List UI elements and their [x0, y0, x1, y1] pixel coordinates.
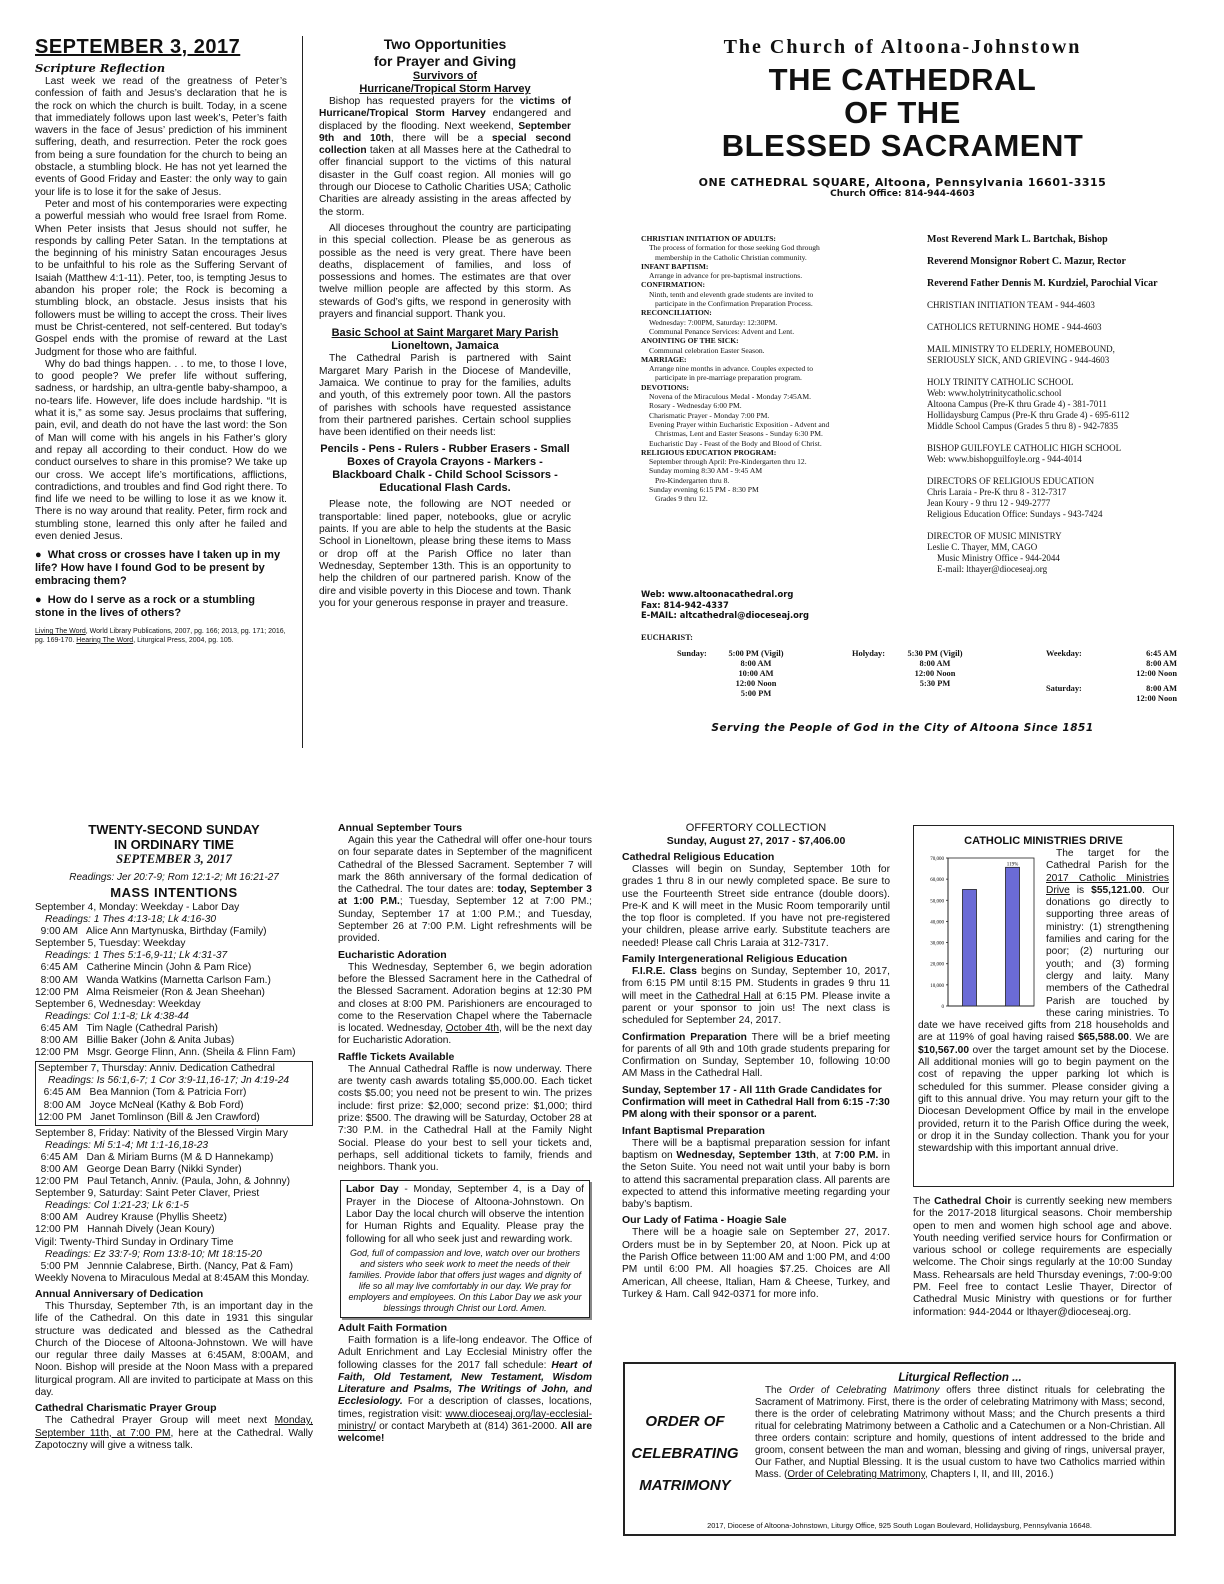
adult-faith-body: Faith formation is a life-long endeavor. The Office of Adult Enrichment and Lay Ecclesial Ministry offer the following classes for the 2017 fall schedule: Heart of Faith, Old Testament, New Testament, Wisdom Literature and Psalms, The Writings of John, and Ecclesiology. For a description of classes, locations, times, registration visit: www.dioceseaj.org/lay-ecclesial-ministry/ or contact Marybeth at (814) 361-2000. All are welcome!: [338, 1334, 592, 1445]
directory-line: DEVOTIONS:: [641, 382, 689, 392]
staff-line: Leslie C. Thayer, MM, CAGO: [927, 542, 1038, 552]
prayer-giving-column: [319, 36, 571, 756]
staff-line: DIRECTORS OF RELIGIOUS EDUCATION: [927, 476, 1095, 486]
mass-line: 9:00 AM Alice Ann Martynuska, Birthday (Family): [35, 926, 267, 938]
choir-column: [913, 1196, 1172, 1356]
chart-bar: [963, 889, 977, 1006]
mass-line: September 4, Monday: Weekday - Labor Day: [35, 902, 240, 913]
directory-line: membership in the Catholic Christian community.: [655, 252, 807, 262]
mass-line: 6:45 AM Bea Mannion (Tom & Patricia Forr): [38, 1087, 247, 1099]
directory-line: Charismatic Prayer - Monday 7:00 PM.: [649, 410, 770, 420]
mass-line: 12:00 PM Msgr. George Flinn, Ann. (Sheila & Flinn Fam): [35, 1047, 296, 1059]
staff-line: Altoona Campus (Pre-K thru Grade 4) - 381-7011: [927, 399, 1107, 409]
liturgical-text: [755, 1372, 1165, 1481]
staff-directory: [927, 234, 1187, 634]
staff-line: HOLY TRINITY CATHOLIC SCHOOL: [927, 377, 1074, 387]
ministries-drive-box: [913, 825, 1174, 1187]
directory-line: CHRISTIAN INITIATION OF ADULTS:: [641, 234, 776, 243]
confirmation-body: Confirmation Preparation There will be a brief meeting for parents of all 9th and 10th grade students preparing for Confirmation on Sunday, September 10, following 10:00 AM Mass in the Cathedral Hall.: [622, 1031, 890, 1080]
website-link[interactable]: Web: www.altoonacathedral.org: [641, 589, 794, 599]
contact-block: [641, 589, 921, 629]
staff-line: BISHOP GUILFOYLE CATHOLIC HIGH SCHOOL: [927, 443, 1122, 453]
staff-line: Most Reverend Mark L. Bartchak, Bishop: [927, 234, 1108, 245]
mass-line: Readings: Col 1:21-23; Lk 6:1-5: [45, 1200, 189, 1212]
fire-body: F.I.R.E. Class begins on Sunday, September 10, 2017, from 6:15 PM until 8:15 PM. Students in grades 9 thru 11 will meet in the Cathedral Hall at 6:15 PM. Please invite a parent or your sponsor to join us! The next class is scheduled for September 24, 2017.: [622, 966, 890, 1027]
anniversary-heading: Annual Anniversary of Dedication: [35, 1287, 204, 1300]
mass-time: 5:00 PM (Vigil): [728, 649, 784, 658]
holyday-label: Holyday:: [852, 649, 886, 658]
mass-line: Readings: 1 Thes 4:13-18; Lk 4:16-30: [45, 914, 217, 926]
staff-line: Reverend Monsignor Robert C. Mazur, Rector: [927, 256, 1126, 267]
staff-line: Reverend Father Dennis M. Kurdziel, Parochial Vicar: [927, 278, 1158, 289]
chart-tick-label: 70,000: [930, 857, 944, 862]
staff-line: [927, 366, 1187, 377]
hoagie-heading: Our Lady of Fatima - Hoagie Sale: [622, 1214, 787, 1227]
holyday-times: [895, 649, 975, 689]
staff-line: MAIL MINISTRY TO ELDERLY, HOMEBOUND,: [927, 344, 1115, 354]
mass-line: 12:00 PM Janet Tomlinson (Bill & Jen Crawford): [38, 1111, 260, 1123]
directory-line: CONFIRMATION:: [641, 280, 705, 290]
mass-time: 8:00 AM: [740, 658, 772, 668]
mass-time: 8:00 AM: [1146, 658, 1177, 668]
mass-line: September 9, Saturday: Saint Peter Claver, Priest: [35, 1188, 260, 1200]
email-link[interactable]: E-MAIL: altcathedral@dioceseaj.org: [641, 610, 810, 620]
mass-line: Readings: Ez 33:7-9; Rom 13:8-10; Mt 18:15-20: [45, 1248, 262, 1260]
liturgical-body: The Order of Celebrating Matrimony offers three distinct rituals for celebrating the Sacrament of Matrimony. First, there is the order of celebrating Matrimony with Mass; second, there is the order of celebrating Matrimony without Mass; and the Church presents a third ritual for celebrating Matrimony between a Catholic and a Catechumen or a Non-Christian. All three orders contain: scripture and homily, questions of intent addressed to the bride and groom, consent between the man and woman, blessing and giving of rings, universal prayer, Our Father, and Nuptial Blessing. It is the usual custom to have two Catholics married within Mass. (Order of Celebrating Matrimony, Chapters I, II, and III, 2016.): [755, 1385, 1165, 1480]
directory-line: Grades 9 thru 12.: [655, 494, 708, 504]
masthead: [620, 36, 1185, 216]
harvey-subheading: Survivors of: [412, 70, 478, 82]
directory-line: Christmas, Lent and Easter Seasons - Sunday 6:30 PM.: [655, 429, 823, 439]
staff-line: CHRISTIAN INITIATION TEAM - 944-4603: [927, 300, 1095, 310]
chart-tick-label: 20,000: [930, 962, 944, 968]
directory-line: participate in the Confirmation Preparation Process.: [655, 299, 813, 309]
mass-intentions-heading: MASS INTENTIONS: [110, 885, 238, 900]
staff-line: Music Ministry Office - 944-2044: [937, 553, 1060, 563]
chart-data-label: 119%: [1006, 862, 1019, 868]
eucharist-schedule: [641, 633, 1186, 713]
mass-time: 8:00 AM: [919, 658, 951, 668]
reflection-paragraph: Peter and most of his contemporaries were expecting a powerful messiah who would free Israel from Rome. When Peter insists that Jesus should not suffer, he responds by calling Peter Satan. In the temptations at the beginning of his ministry Satan encourages Jesus to be unfaithful to his role as the Suffering Servant of Isaiah (Matthew 4:1-11). Peter, too, is tempting Jesus to abandon his proper role; the Rock is becoming a stumbling block, an obstacle. Jesus insists that his followers must be willing to accept the cross. Their lives must be Christ-centered, not self-centered. But today’s Gospel ends with the promise of reward at the Last Judgment for those who are faithful.: [35, 198, 287, 358]
infant-baptism-body: There will be a baptismal preparation session for infant baptism on Wednesday, September 13th, at 7:00 P.M. in the Seton Suite. You need not wait until your baby is born to attend this sacramental preparation class. All parents are expected to attend this informative meeting regarding your baby’s baptism.: [622, 1137, 890, 1211]
staff-line: [927, 267, 1187, 278]
infant-baptism-heading: Infant Baptismal Preparation: [622, 1124, 765, 1137]
chart-tick-label: 60,000: [930, 878, 944, 884]
school-body-2: Please note, the following are NOT needed or transportable: lined paper, notebooks, glue or acrylic paints. If you are able to help the students at the Basic School in Lioneltown, please bring these items to Mass or drop off at the Parish Office no later than Wednesday, September 13th. This is an opportunity to help the children of our partnered parish. Know of the dire and visible poverty in this Diocese and town. Thank you for your generous response in prayer and treasure.: [319, 499, 571, 609]
raffle-body: The Annual Cathedral Raffle is now underway. There are twenty cash awards totaling $5,000.00. Each ticket costs $5.00; you need not be present to win. The prizes include: first prize: $2,000; second prize: $1,000; third prize: $500. The drawing will be Saturday, October 28 at 7:30 P.M. in the Cathedral Hall at the Family Night Social. Please do your best to sell your tickets and, perhaps, sell additional tickets to family, friends and neighbors. Thank you.: [338, 1063, 592, 1174]
staff-line: Middle School Campus (Grades 5 thru 8) - 942-7835: [927, 421, 1118, 431]
prayer-group-heading: Cathedral Charismatic Prayer Group: [35, 1402, 217, 1415]
liturgical-heading: Liturgical Reflection ...: [898, 1372, 1022, 1384]
mass-line: 12:00 PM Hannah Dively (Jean Koury): [35, 1224, 215, 1236]
staff-line: E-mail: lthayer@dioceseaj.org: [937, 564, 1048, 574]
saturday-label: Saturday:: [1046, 684, 1082, 693]
staff-line: [927, 311, 1187, 322]
directory-line: RELIGIOUS EDUCATION PROGRAM:: [641, 447, 777, 457]
fax-number: Fax: 814-942-4337: [641, 599, 729, 610]
mass-line: Readings: Col 1:1-8; Lk 4:38-44: [45, 1010, 189, 1022]
cathedral-title: THE CATHEDRAL OF THE BLESSED SACRAMENT: [721, 62, 1084, 163]
mass-line: September 6, Wednesday: Weekday: [35, 998, 201, 1010]
mass-time: 5:30 PM (Vigil): [907, 649, 963, 658]
directory-line: Ninth, tenth and eleventh grade students are invited to: [649, 289, 814, 299]
directory-line: The process of formation for those seeking God through: [649, 243, 820, 253]
ministries-bar-chart: [914, 848, 1042, 1014]
adult-faith-heading: Adult Faith Formation: [338, 1321, 448, 1334]
weekday-label: Weekday:: [1046, 649, 1082, 658]
mass-line: 12:00 PM Alma Reismeier (Ron & Jean Sheehan): [35, 986, 265, 998]
reflection-question: ● What cross or crosses have I taken up in my life? How have I found God to be present by embracing them?: [35, 549, 281, 588]
mass-line: 8:00 AM Wanda Watkins (Marnetta Carlson Fam.): [35, 974, 271, 986]
mass-line: Weekly Novena to Miraculous Medal at 8:45AM this Monday.: [35, 1272, 310, 1284]
ministries-chart: [914, 848, 1042, 1014]
staff-line: Web: www.bishopguilfoyle.org - 944-4014: [927, 454, 1082, 464]
mass-list-anniversary: [35, 1061, 313, 1125]
offertory-column: [622, 822, 890, 1352]
address-line: ONE CATHEDRAL SQUARE, Altoona, Pennsylvania 16601-3315: [698, 176, 1107, 189]
adoration-heading: Eucharistic Adoration: [338, 948, 447, 961]
staff-line: CATHOLICS RETURNING HOME - 944-4603: [927, 322, 1102, 332]
directory-line: participate in pre-marriage preparation program.: [655, 373, 802, 383]
directory-line: Arrange in advance for pre-baptismal instructions.: [649, 271, 803, 281]
staff-line: [927, 432, 1187, 443]
date-title: SEPTEMBER 3, 2017: [35, 36, 241, 58]
mass-time: 6:45 AM: [1146, 649, 1177, 658]
reflection-body: [35, 76, 287, 543]
mass-time: 12:00 Noon: [914, 668, 956, 678]
mass-line: September 7, Thursday: Anniv. Dedication Cathedral: [38, 1063, 275, 1075]
staff-line: [927, 245, 1187, 256]
directory-line: Sunday morning 8:30 AM - 9:45 AM: [649, 466, 763, 476]
church-office-line: Church Office: 814-944-4603: [830, 189, 975, 199]
mass-line: September 5, Tuesday: Weekday: [35, 938, 186, 950]
sunday-times: [721, 649, 791, 699]
mass-time: 5:00 PM: [740, 688, 772, 698]
directory-line: Communal Penance Services: Advent and Lent.: [649, 326, 795, 336]
labor-day-box: Labor Day - Monday, September 4, is a Day of Prayer in the Diocese of Altoona-Johnstown. On Labor Day the local church will observe the intention for Human Rights and Equality. Please pray the following for all who seek just and rewarding work. God, full of compassion and love, watch over our brothers and sisters who seek work to meet the needs of their families. Provide labor that offers just wages and dignity of life so all may live comfortably in our day. We pray for employers and employees. On this Labor Day we ask your blessings through Christ our Lord. Amen.: [340, 1180, 590, 1317]
directory-line: Communal celebration Easter Season.: [649, 345, 765, 355]
mass-line: 5:00 PM Jennnie Calabrese, Birth. (Nancy, Pat & Fam): [35, 1260, 293, 1272]
ecclesial-ministry-link[interactable]: www.dioceseaj.org/lay-ecclesial-ministry/: [338, 1408, 592, 1432]
mass-line: 8:00 AM Audrey Krause (Phyllis Sheetz): [35, 1212, 227, 1224]
prayer-giving-title-2: for Prayer and Giving: [373, 53, 517, 69]
directory-line: Sunday evening 6:15 PM - 8:30 PM: [649, 485, 759, 495]
mass-line: Readings: Is 56:1,6-7; 1 Cor 3:9-11,16-17; Jn 4:19-24: [48, 1075, 290, 1087]
mass-line: 6:45 AM Tim Nagle (Cathedral Parish): [35, 1022, 218, 1034]
directory-line: ANOINTING OF THE SICK:: [641, 336, 739, 346]
mass-time: 12:00 Noon: [735, 678, 777, 688]
raffle-heading: Raffle Tickets Available: [338, 1050, 455, 1063]
reflection-paragraph: Why do bad things happen. . . to me, to those I love, to good people? We prefer life without suffering, sadness, or hardship, an ultra-gentle baby-shampoo, a no-tears life. However, life does include hardship. “It is what it is,” as some say. Jesus proclaims that suffering, pain, evil, and death do not have the last word: the Son of Man will come with his angels in his Father’s glory and repay all according to their conduct. How do we conduct ourselves to share in this promise? We take up our cross. We accept life’s mortifications, afflictions, contradictions, and troubles and find God right there. To find life we need to be willing to lose it as we know it. There is no way around that reality. Peter, firm rock and stumbling stone, learned this only after he failed and even denied Jesus.: [35, 358, 287, 542]
fire-heading: Family Intergenerational Religious Education: [622, 953, 848, 966]
directory-line: Arrange nine months in advance. Couples expected to: [649, 364, 814, 374]
staff-line: Religious Education Office: Sundays - 943-7424: [927, 509, 1103, 519]
school-subheading: Lioneltown, Jamaica: [391, 340, 499, 353]
sunday-title: TWENTY-SECOND SUNDAY IN ORDINARY TIME: [88, 822, 260, 852]
mass-time: 10:00 AM: [738, 668, 774, 678]
sunday-label: Sunday:: [677, 649, 707, 658]
staff-line: Chris Laraia - Pre-K thru 8 - 312-7317: [927, 487, 1067, 497]
tours-heading: Annual September Tours: [338, 822, 463, 834]
chart-tick-label: 30,000: [930, 941, 944, 947]
religious-ed-body: Classes will begin on Sunday, September 10th for grades 1 thru 8 in our newly completed space. Be sure to use the Fourteenth Street side entrance (double doors). Pre-K and K will meet in the Music Room temporarily until the top floor is completed. If you have not pre-registered your children, please arrive early. Substitute teachers are needed! Please call Chris Laraia at 312-7317.: [622, 864, 890, 949]
mass-time: 12:00 Noon: [1136, 693, 1177, 703]
staff-line: [927, 333, 1187, 344]
directory-line: September through April: Pre-Kindergarten thru 12.: [649, 457, 807, 467]
prayer-group-body: The Cathedral Prayer Group will meet next Monday, September 11th, at 7:00 PM, here at the Cathedral. Wally Zapotoczny will give a witness talk.: [35, 1415, 313, 1451]
offertory-heading: OFFERTORY COLLECTION: [685, 822, 827, 834]
hoagie-body: There will be a hoagie sale on September 27, 2017. Orders must be in by September 20, at Noon. Pick up at the Parish Office between 11:00 AM and 1:00 PM, and 4:00 PM until 6:00 PM. All hoagies $7.25. Choices are All American, All cheese, Italian, Ham & Cheese, Turkey, and Turkey & Ham. Call 942-0371 for more info.: [622, 1227, 890, 1300]
tours-body: Again this year the Cathedral will offer one-hour tours on four separate dates in September of the magnificent Cathedral of the Blessed Sacrament. September 7 will mark the 86th anniversary of the formal dedication of the Cathedral. The tour dates are: today, September 3 at 1:00 P.M.; Tuesday, September 12 at 7:00 PM.; Sunday, September 17 at 1:00 P.M.; and Tuesday, September 26 at 7:00 P.M. Light refreshments will be provided.: [338, 835, 592, 945]
staff-line: SERIOUSLY SICK, AND GRIEVING - 944-4603: [927, 355, 1110, 365]
ministries-body: The target for the Cathedral Parish for the 2017 Catholic Ministries Drive is $55,121.00. Our donations go directly to supporting three areas of ministry: (1) strengthening families and caring for the poor; (2) nurturing our youth; and (3) forming clergy and laity. Many members of the Cathedral Parish are touched by these caring ministries. To date we have received gifts from 218 households and are at 119% of goal having raised $65,588.00. We are $10,567.00 over the target amount set by the Diocese. All additional monies will go to begin payment on the cost of repaving the upper parking lot which is scheduled for this summer. Please consider giving a gift to this annual drive. You may return your gift to the Diocesan Development Office by mail in the envelope provided, return it to the Parish Office during the week, or drop it in the Sunday collection. Thank you for your stewardship with this important annual drive.: [918, 848, 1170, 1155]
reflection-paragraph: Last week we read of the greatness of Peter’s confession of faith and Jesus’s declaration that he is the rock on which the church is built. Today, in a scene that immediately follows upon last week’s, Peter’s faith wavers in the face of Jesus’ prediction of his imminent suffering, death, and resurrection. Peter the rock goes from being a sure foundation for the church to being an obstacle, a stumbling block. He has not yet learned the events of Good Friday and Easter: the only way to gain your life is to lose it for the sake of Jesus.: [35, 76, 287, 198]
school-body: The Cathedral Parish is partnered with Saint Margaret Mary Parish in the Diocese of Mandeville, Jamaica. We continue to pray for the families, adults and youth, of this extremely poor town. All the pastors of parishes with schools have requested assistance from their partnered parishes. Certain school supplies have been identified on their needs list:: [319, 353, 571, 439]
mass-line: 12:00 PM Paul Tetanch, Anniv. (Paula, John, & Johnny): [35, 1176, 291, 1188]
mass-line: 6:45 AM Catherine Mincin (John & Pam Rice): [35, 962, 252, 974]
directory-line: Rosary - Wednesday 6:00 PM.: [649, 401, 742, 411]
mass-line: 6:45 AM Dan & Miriam Burns (M & D Hannekamp): [35, 1151, 274, 1163]
chart-tick-label: 10,000: [930, 983, 944, 989]
staff-line: Jean Koury - 9 thru 12 - 949-2777: [927, 498, 1051, 508]
harvey-subheading-2: Hurricane/Tropical Storm Harvey: [359, 83, 531, 95]
directory-line: Pre-Kindergarten thru 8.: [655, 475, 730, 485]
church-name: The Church of Altoona-Johnstown: [723, 36, 1082, 58]
directory-line: MARRIAGE:: [641, 354, 687, 364]
mass-list: [35, 902, 313, 1059]
mass-line: Readings: 1 Thes 5:1-6,9-11; Lk 4:31-37: [45, 950, 228, 962]
mass-time: 5:30 PM: [919, 678, 951, 688]
mass-line: Vigil: Twenty-Third Sunday in Ordinary Time: [35, 1236, 234, 1248]
staff-line: [927, 520, 1187, 531]
mass-line: 8:00 AM Billie Baker (John & Anita Jubas): [35, 1035, 235, 1047]
offertory-amount: Sunday, August 27, 2017 - $7,406.00: [666, 835, 846, 847]
staff-line: [927, 465, 1187, 476]
supplies-list: Pencils - Pens - Rulers - Rubber Erasers - Small Boxes of Crayola Crayons - Markers - Blackboard Chalk - Child School Scissors - Educational Flash Cards.: [320, 443, 570, 495]
mass-time: 12:00 Noon: [1136, 668, 1177, 678]
mass-list: [35, 1128, 313, 1285]
mass-line: Readings: Mi 5:1-4; Mt 1:1-16,18-23: [45, 1139, 209, 1151]
chart-tick-label: 0: [941, 1005, 944, 1010]
harvey-body: Bishop has requested prayers for the victims of Hurricane/Tropical Storm Harvey endangered and displaced by the flooding. Next weekend, September 9th and 10th, there will be a special second collection taken at all Masses here at the Cathedral to offer financial support to the victims of this natural disaster in the Gulf coast region. All monies will go through our Diocese to Catholic Charities USA; Catholic Charities are already assisting in the areas affected by the storm. All dioceses throughout the country are participating in this special collection. Please be as generous as possible as the need is very great. There have been deaths, displacement of families, and loss of possessions and homes. The estimates are that over twelve million people are affected by this storm. As stewards of God’s gifts, we respond in generosity with prayers and financial support. Thank you.: [319, 96, 571, 321]
chart-tick-label: 40,000: [930, 920, 944, 926]
mass-intentions-column: [35, 822, 313, 1547]
eucharist-label: EUCHARIST:: [641, 633, 693, 642]
directory-line: RECONCILIATION:: [641, 308, 712, 318]
citation: Living The Word, World Library Publications, 2007, pg. 166; 2013, pg. 171; 2016, pg. 169-170. Hearing The Word, Liturgical Press, 2004, pg. 105.: [35, 628, 286, 644]
directory-line: Eucharistic Day - Feast of the Body and Blood of Christ.: [649, 438, 822, 448]
weekday-times: [1097, 649, 1177, 679]
adoration-body: This Wednesday, September 6, we begin adoration before the Blessed Sacrament here in the Cathedral of the Blessed Sacrament. Adoration begins at 12:30 PM and closes at 8:00 PM. Parishioners are encouraged to come to the Reservation Chapel where the Tabernacle is located. Wednesday, October 4th, will be the next day for Eucharistic Adoration.: [338, 961, 592, 1047]
school-heading: Basic School at Saint Margaret Mary Parish: [331, 327, 559, 340]
directory-line: Evening Prayer within Eucharistic Exposition - Advent and: [649, 419, 830, 429]
directory-line: Novena of the Miraculous Medal - Monday 7:45AM.: [649, 392, 811, 402]
services-directory: [641, 234, 921, 594]
column-divider: [302, 36, 303, 748]
choir-body: The Cathedral Choir is currently seeking new members for the 2017-2018 liturgical seasons. Choir membership open to men and women high school age and above. Youth needing verified service hours for Confirmation or various school or college requirements are especially welcome. The Choir sings regularly at the 10:00 Sunday Mass. Rehearsals are held Thursday evenings, 7:00-9:00 PM. Feel free to contact Leslie Thayer, Director of Cathedral Music Ministry with questions or for further information: 944-2044 or lthayer@dioceseaj.org.: [913, 1196, 1172, 1318]
liturgical-left-title: ORDER OF CELEBRATING MATRIMONY: [631, 1413, 739, 1494]
labor-day-prayer: God, full of compassion and love, watch over our brothers and sisters who seek work to meet the needs of their families. Provide labor that offers just wages and dignity of life so all may live comfortably in our day. We pray for employers and employees. On this Labor Day we ask your blessings through Christ our Lord. Amen.: [348, 1247, 582, 1313]
chart-bar: [1006, 867, 1020, 1006]
staff-line: DIRECTOR OF MUSIC MINISTRY: [927, 531, 1062, 541]
liturgical-reflection-box: [623, 1362, 1176, 1536]
staff-line: Web: www.holytrinitycatholic.school: [927, 388, 1062, 398]
chart-tick-label: 50,000: [930, 899, 944, 905]
mass-line: 8:00 AM George Dean Barry (Nikki Synder): [35, 1163, 242, 1175]
confirmation-note: Sunday, September 17 - All 11th Grade Candidates for Confirmation will meet in Cathedral Hall from 6:15 -7:30 PM along with their sponsor or a parent.: [622, 1084, 890, 1121]
mass-line: 8:00 AM Joyce McNeal (Kathy & Bob Ford): [38, 1099, 244, 1111]
serving-line-wrap: [620, 722, 1185, 740]
staff-line: [927, 289, 1187, 300]
religious-ed-heading: Cathedral Religious Education: [622, 851, 775, 863]
serving-line: Serving the People of God in the City of Altoona Since 1851: [711, 722, 1094, 734]
directory-line: Wednesday: 7:00PM, Saturday: 12:30PM.: [649, 317, 778, 327]
staff-line: Hollidaysburg Campus (Pre-K thru Grade 4) - 695-6112: [927, 410, 1130, 420]
chart-frame: [948, 858, 1034, 1006]
directory-line: INFANT BAPTISM:: [641, 261, 709, 271]
sunday-date: SEPTEMBER 3, 2017: [116, 852, 232, 866]
events-column: [338, 822, 592, 1547]
saturday-times: [1097, 684, 1177, 704]
liturgical-footer: 2017, Diocese of Altoona-Johnstown, Liturgy Office, 925 South Logan Boulevard, Hollidaysburg, Pennsylvania 16648.: [707, 1521, 1092, 1530]
scripture-column: [35, 36, 287, 756]
prayer-giving-title: Two Opportunities: [383, 36, 507, 52]
anniversary-body: This Thursday, September 7th, is an important day in the life of the Cathedral. On this date in 1931 this singular structure was dedicated and blessed as the Cathedral Church of the Diocese of Altoona-Johnstown. We will have our regular three daily Masses at 6:45AM, 8:00AM, and Noon. Bishop will preside at the Noon Mass with a prepared liturgical program. All are invited to participate at Mass on this day.: [35, 1300, 313, 1398]
ministries-heading: CATHOLIC MINISTRIES DRIVE: [964, 835, 1123, 847]
reflection-question: ● How do I serve as a rock or a stumbling stone in the lives of others?: [35, 594, 255, 620]
mass-line: September 8, Friday: Nativity of the Blessed Virgin Mary: [35, 1127, 288, 1139]
sunday-readings: Readings: Jer 20:7-9; Rom 12:1-2; Mt 16:21-27: [69, 872, 279, 883]
mass-time: 8:00 AM: [1146, 684, 1177, 693]
scripture-reflection-heading: Scripture Reflection: [35, 61, 166, 75]
